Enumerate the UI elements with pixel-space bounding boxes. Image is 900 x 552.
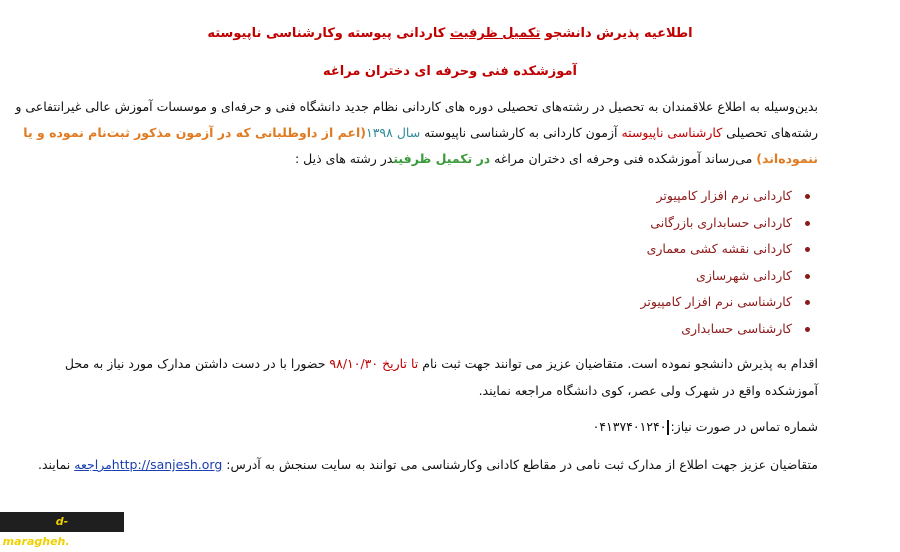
paragraph-5: آموزشکده واقع در شهرک ولی عصر، کوی دانشگاه مراجعه نمایند. [478, 383, 818, 398]
list-item: کارشناسی نرم افزار کامپیوتر [641, 289, 818, 316]
notice-a: متقاضیان عزیز جهت اطلاع از مدارک ثبت نامی در مقاطع کادانی وکارشناسی می توانند به سایت سنجش به آدرس: [222, 457, 818, 472]
fields-list [641, 183, 818, 342]
p2-b: کارشناسی ناپیوسته [621, 125, 723, 140]
paragraph-3 [295, 151, 818, 166]
p2-a: رشته‌های تحصیلی [722, 125, 818, 140]
announcement-subtitle: آموزشکده فنی وحرفه ای دختران مراغه [323, 64, 577, 79]
p2-e: (اعم از داوطلبانی که در آزمون مذکور ثبت‌نام نموده و یا [23, 125, 366, 140]
contact-line [593, 419, 818, 435]
watermark-prefix: d-maragheh. [2, 515, 70, 548]
site-watermark [0, 512, 124, 548]
watermark-domain: tvu.ac.ir [69, 535, 122, 548]
p3-b: می‌رساند آموزشکده فنی وحرفه ای دختران مراغه [490, 151, 757, 166]
paragraph-1: بدین‌وسیله به اطلاع علاقمندان به تحصیل در رشته‌های تحصیلی دوره های کاردانی نظام جدید دانشگاه فنی و حرفه‌ای و موسسات آموزش عالی غیرانتفاعی و [15, 99, 818, 114]
list-item: کارشناسی حسابداری [641, 316, 818, 343]
p3-c: در تکمیل ظرفیت [393, 151, 491, 166]
contact-phone: ۰۴۱۳۷۴۰۱۲۴۰ [592, 419, 667, 434]
list-item: کاردانی نقشه کشی معماری [641, 236, 818, 263]
p4-deadline: تا تاریخ ۹۸/۱۰/۳۰ [329, 356, 419, 371]
list-item: کاردانی نرم افزار کامپیوتر [641, 183, 818, 210]
p3-a: ننموده‌اند) [756, 151, 818, 166]
list-item: کاردانی حسابداری بازرگانی [641, 210, 818, 237]
p4-c: حضورا با در دست داشتن مدارک مورد نیاز به محل [64, 356, 330, 371]
title-part2: تکمیل ظرفیت [449, 26, 541, 41]
title-part1: اطلاعیه پذیرش دانشجو [540, 26, 693, 41]
p2-c: آزمون کاردانی به کارشناسی ناپیوسته [420, 125, 622, 140]
p4-a: اقدام به پذیرش دانشجو نموده است. متقاضیان عزیز می توانند جهت ثبت نام [418, 356, 818, 371]
p2-year: سال ۱۳۹۸ [365, 125, 421, 140]
notice-c: نمایند. [37, 457, 75, 472]
announcement-title [0, 26, 900, 41]
title-part3: کاردانی پیوسته وکارشناسی ناپیوسته [207, 26, 450, 41]
paragraph-4 [65, 356, 818, 371]
notice-refer-link[interactable]: مراجعه [74, 457, 112, 472]
paragraph-2 [23, 125, 818, 140]
p3-d: در رشته های ذیل : [294, 151, 394, 166]
contact-label: شماره تماس در صورت نیاز: [670, 419, 818, 434]
list-item: کاردانی شهرسازی [641, 263, 818, 290]
notice-line [38, 457, 818, 472]
sanjesh-link[interactable]: http://sanjesh.org [111, 457, 223, 472]
